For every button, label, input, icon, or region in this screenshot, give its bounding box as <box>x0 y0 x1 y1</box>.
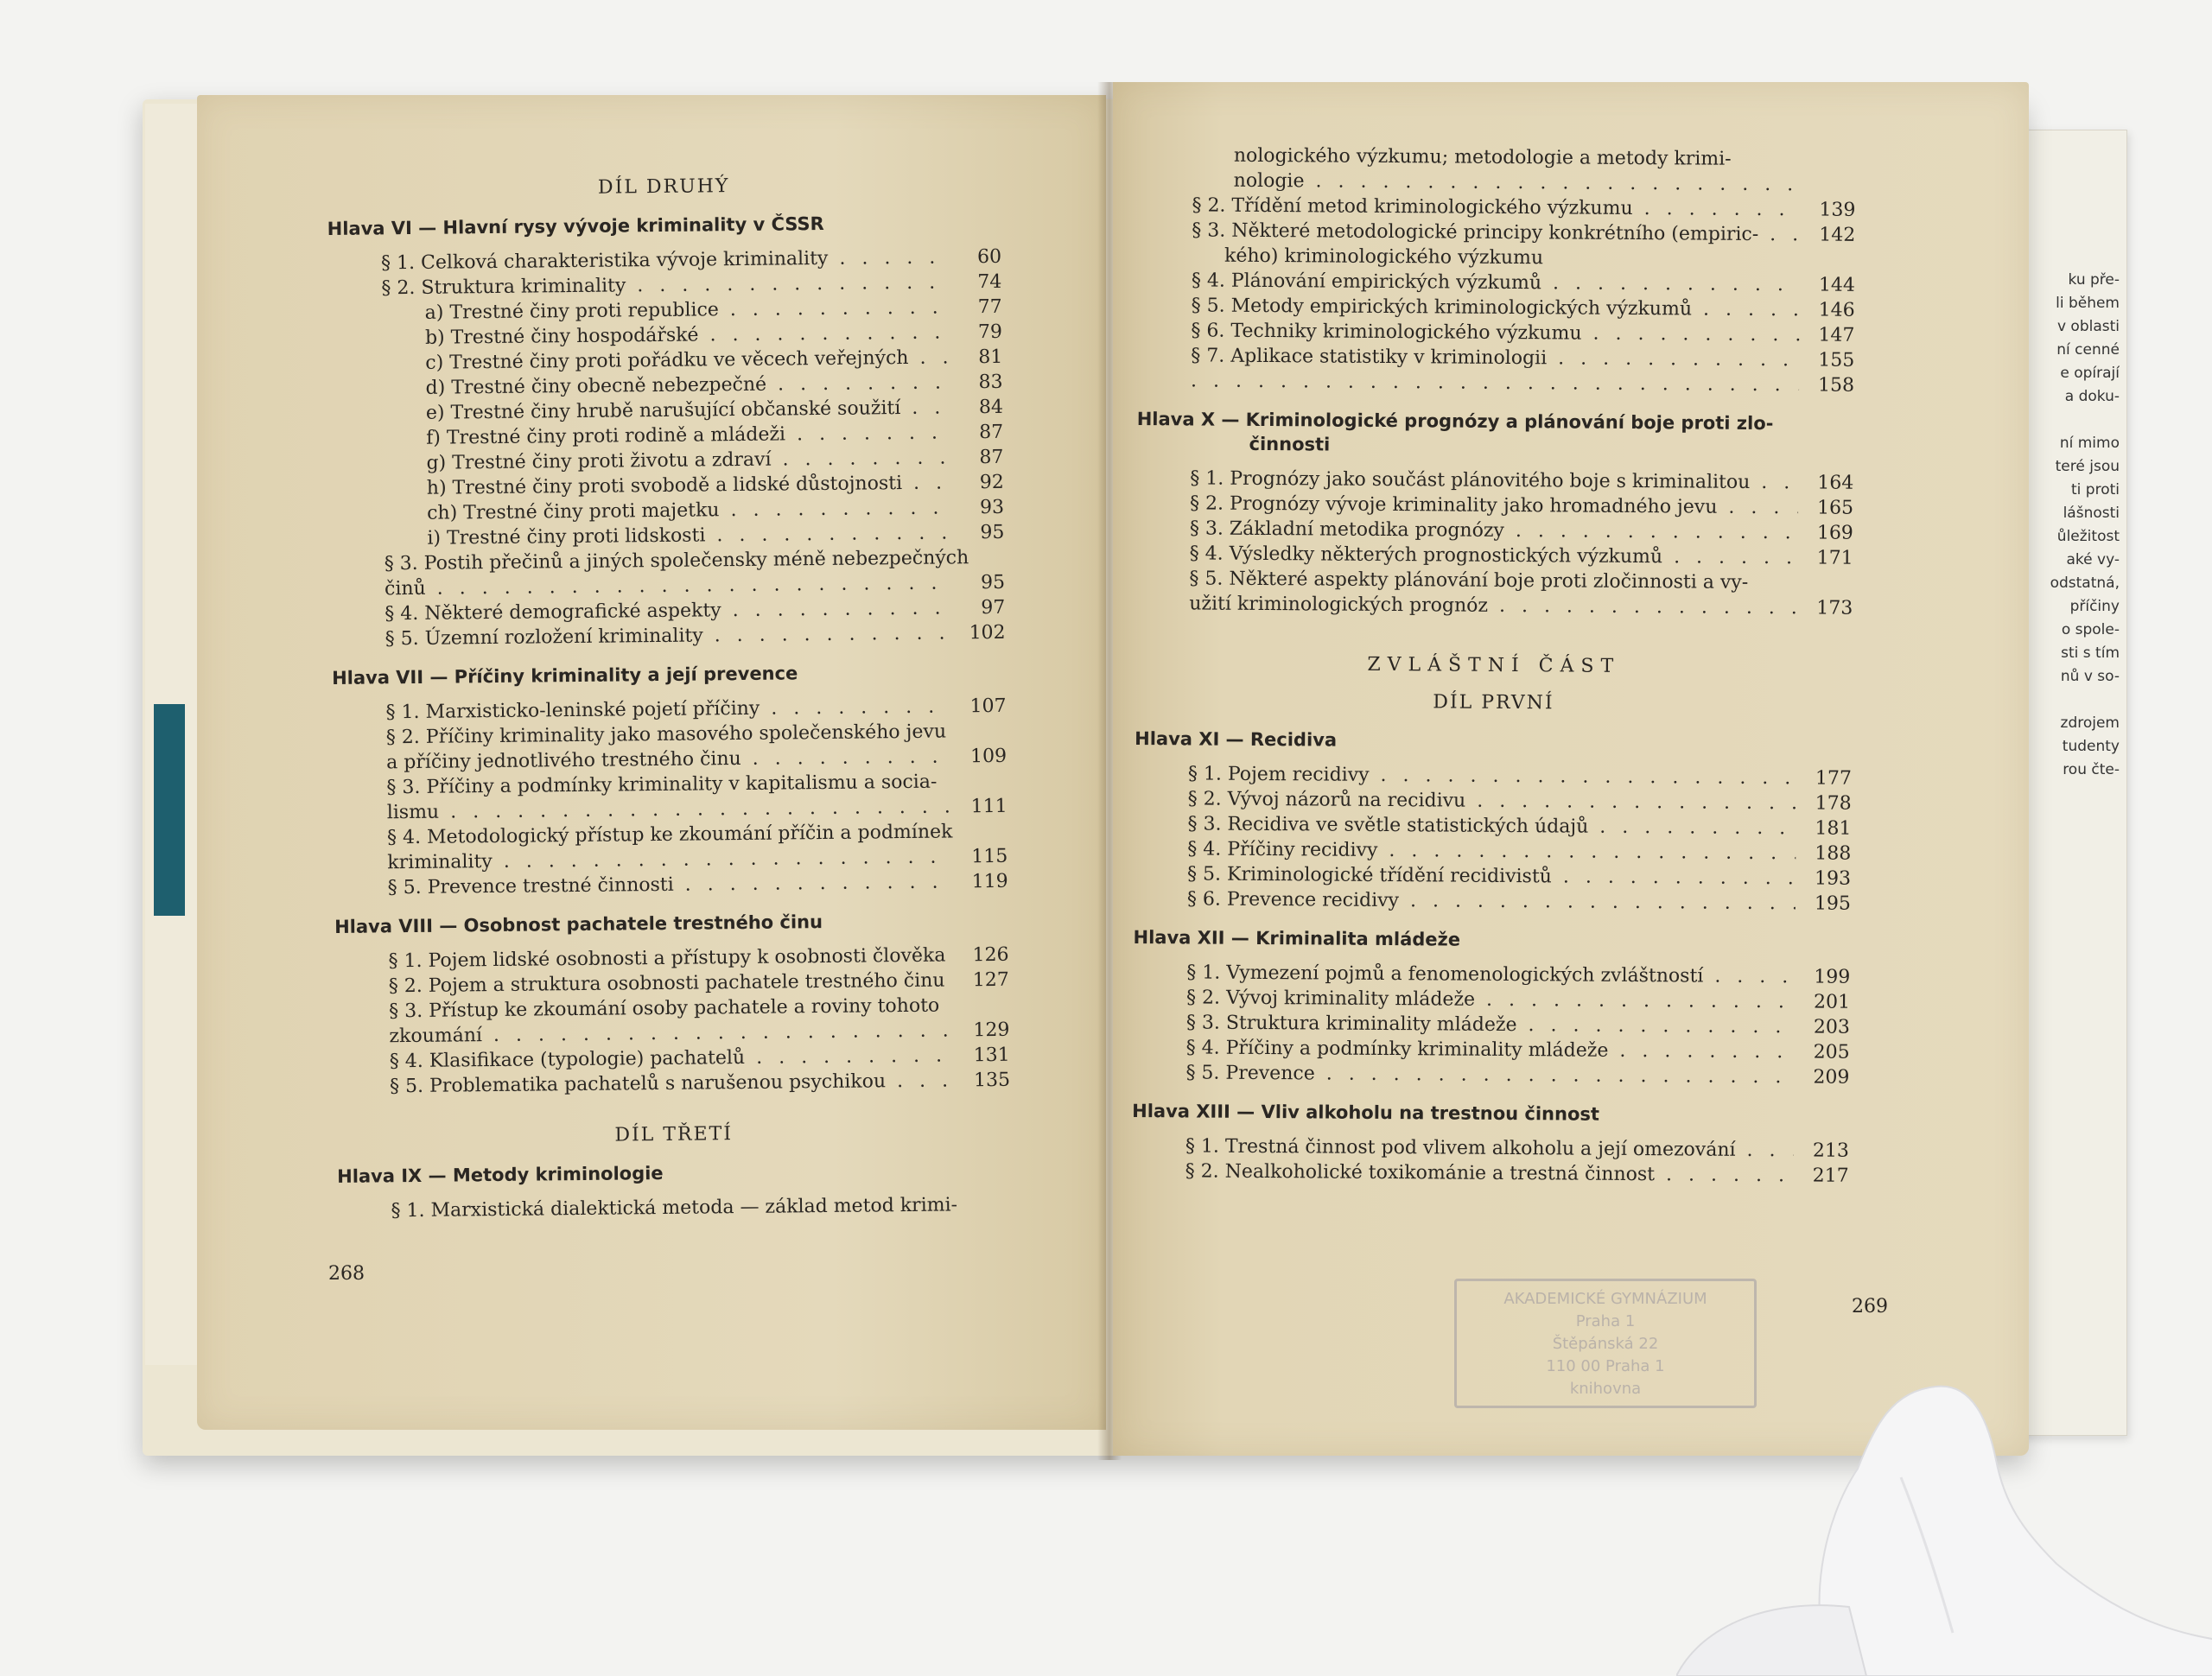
toc-entry: e) Trestné činy hrubě narušující občanské soužití . . . 84 <box>329 395 1003 427</box>
toc-entry: § 4. Některé demografické aspekty . . . 97 <box>331 595 1005 627</box>
toc-entry: § 1. Celková charakteristika vývoje kriminality . . . 60 <box>327 244 1001 276</box>
toc-entry: § 4. Příčiny recidivy . . . 188 <box>1134 836 1851 867</box>
toc-entry: užití kriminologických prognóz . . . 173 <box>1135 591 1853 621</box>
toc-entry: činů . . . 95 <box>331 570 1005 602</box>
section-title: DÍL TŘETÍ <box>614 1123 734 1146</box>
back-cover-line: příčiny <box>2069 598 2120 615</box>
toc-entry: § 6. Techniky kriminologického výzkumu . . . 147 <box>1137 318 1854 348</box>
back-cover-line: ku pře- <box>2068 271 2120 289</box>
toc-entry: . . . 158 <box>1137 368 1854 398</box>
stamp-line: knihovna <box>1569 1380 1642 1398</box>
toc-entry: § 4. Plánování empirických výzkumů . . . 144 <box>1138 268 1855 298</box>
toc-entry: b) Trestné činy hospodářské . . . 79 <box>328 320 1002 352</box>
back-cover-line <box>2024 689 2120 712</box>
back-cover-line: aké vy- <box>2066 551 2120 568</box>
toc-entry: c) Trestné činy proti pořádku ve věcech veřejných . . . 81 <box>328 345 1002 377</box>
chapter-heading: Hlava XIII — Vliv alkoholu na trestnou činnost <box>1132 1100 1600 1125</box>
section-title: DÍL DRUHÝ <box>597 175 730 199</box>
back-cover-line: e opírají <box>2060 365 2120 382</box>
toc-entry: nologie . . . <box>1139 168 1856 198</box>
toc-entry: § 3. Struktura kriminality mládeže . . . 203 <box>1133 1010 1850 1040</box>
stamp-line: Štěpánská 22 <box>1552 1335 1659 1353</box>
toc-entry-line: § 3. Postih přečinů a jiných společensky méně nebezpečných <box>384 547 969 575</box>
toc-entry: § 2. Prognózy vývoje kriminality jako hromadného jevu . . . 165 <box>1136 491 1853 521</box>
toc-entry: § 4. Výsledky některých prognostických výzkumů . . . 171 <box>1136 541 1853 571</box>
white-glove-hand <box>1676 1348 2212 1676</box>
toc-entry-line: § 1. Marxistická dialektická metoda — základ metod krimi- <box>391 1194 958 1222</box>
toc-entry: § 5. Problematika pachatelů s narušenou psychikou . . . 135 <box>336 1068 1010 1100</box>
toc-entry: § 3. Základní metodika prognózy . . . 169 <box>1136 516 1853 546</box>
stamp-line: Praha 1 <box>1575 1312 1636 1330</box>
toc-entry: ch) Trestné činy proti majetku . . . 93 <box>330 495 1004 527</box>
back-cover-line: teré jsou <box>2055 458 2120 475</box>
toc-entry: § 5. Územní rozložení kriminality . . . 102 <box>332 620 1006 652</box>
toc-entry: § 1. Marxisticko-leninské pojetí příčiny . . . 107 <box>332 694 1006 726</box>
back-cover-line: tudenty <box>2062 738 2120 755</box>
stamp-line: AKADEMICKÉ GYMNÁZIUM <box>1503 1290 1707 1308</box>
back-cover-line <box>2024 409 2120 432</box>
back-cover-line: nů v so- <box>2060 668 2120 685</box>
part-title: ZVLÁŠTNÍ ČÁST <box>1367 653 1621 677</box>
toc-entry: § 1. Trestná činnost pod vlivem alkoholu a její omezování . . . 213 <box>1132 1133 1849 1164</box>
toc-entry: lismu . . . 111 <box>334 794 1007 826</box>
toc-entry-line: § 5. Některé aspekty plánování boje proti zločinnosti a vy- <box>1189 568 1749 594</box>
toc-entry-line: § 3. Příčiny a podmínky kriminality v kapitalismu a socia- <box>386 771 938 799</box>
back-cover-line: a doku- <box>2064 388 2120 405</box>
chapter-heading: Hlava X — Kriminologické prognózy a plánování boje proti zlo- <box>1136 408 1774 435</box>
toc-entry-line: nologického výzkumu; metodologie a metody krimi- <box>1233 144 1732 170</box>
toc-entry-line: § 2. Příčiny kriminality jako masového společenského jevu <box>385 721 947 749</box>
toc-entry: § 3. Recidiva ve světle statistických údajů . . . 181 <box>1134 811 1851 841</box>
toc-entry: § 2. Pojem a struktura osobnosti pachatele trestného činu . . . 127 <box>335 968 1009 1000</box>
toc-entry: kriminality . . . 115 <box>334 844 1007 876</box>
toc-entry: § 1. Pojem lidské osobnosti a přístupy k osobnosti člověka . . . 126 <box>334 943 1008 974</box>
toc-entry: f) Trestné činy proti rodině a mládeži . . . 87 <box>329 420 1003 452</box>
left-page-content <box>327 166 1012 1224</box>
toc-entry-line: § 3. Přístup ke zkoumání osoby pachatele a roviny tohoto <box>389 994 940 1023</box>
toc-entry: a) Trestné činy proti republice . . . 77 <box>328 295 1002 327</box>
toc-entry: § 3. Některé metodologické principy konkrétního (empiric- . . . 142 <box>1138 218 1855 248</box>
page-number: 269 <box>1852 1296 1888 1317</box>
chapter-heading: Hlava VIII — Osobnost pachatele trestného činu <box>334 911 823 937</box>
page-number: 268 <box>328 1263 365 1285</box>
toc-entry: g) Trestné činy proti životu a zdraví . . . 87 <box>329 445 1003 477</box>
toc-entry: i) Trestné činy proti lidskosti . . . 95 <box>330 520 1004 552</box>
chapter-heading: Hlava VII — Příčiny kriminality a její prevence <box>332 663 798 689</box>
toc-entry-line: § 4. Metodologický přístup ke zkoumání příčin a podmínek <box>386 821 953 849</box>
back-cover-line: li během <box>2056 295 2120 312</box>
right-page <box>1113 82 2029 1456</box>
left-page <box>197 95 1106 1430</box>
back-cover-line: rou čte- <box>2063 761 2120 778</box>
toc-entry: § 2. Třídění metod kriminologického výzkumu . . . 139 <box>1138 193 1855 223</box>
back-cover-line: v oblasti <box>2056 318 2120 335</box>
back-cover-line: ůležitost <box>2056 528 2120 545</box>
toc-entry-line: kého) kriminologického výzkumu <box>1224 244 1544 270</box>
toc-entry: d) Trestné činy obecně nebezpečné . . . 83 <box>328 370 1002 402</box>
toc-entry: § 2. Vývoj názorů na recidivu . . . 178 <box>1135 786 1852 816</box>
back-cover-line: ti proti <box>2071 481 2120 498</box>
back-cover-line: lášnosti <box>2063 505 2120 522</box>
toc-entry: § 5. Metody empirických kriminologických výzkumů . . . 146 <box>1138 293 1855 323</box>
section-title: DÍL PRVNÍ <box>1433 691 1554 714</box>
right-page-content <box>1132 143 1856 1189</box>
toc-entry: § 2. Nealkoholické toxikománie a trestná činnost . . . 217 <box>1132 1159 1849 1189</box>
toc-entry: § 5. Kriminologické třídění recidivistů . . . 193 <box>1134 861 1851 892</box>
toc-entry: § 7. Aplikace statistiky v kriminologii . . . 155 <box>1137 343 1854 373</box>
toc-entry: § 4. Klasifikace (typologie) pachatelů . . . 131 <box>336 1043 1010 1075</box>
toc-entry: § 4. Příčiny a podmínky kriminality mládeže . . . 205 <box>1133 1035 1850 1065</box>
chapter-heading: Hlava XI — Recidiva <box>1135 727 1338 751</box>
toc-entry: § 5. Prevence trestné činnosti . . . 119 <box>334 869 1008 901</box>
toc-entry: § 1. Prognózy jako součást plánovitého boje s kriminalitou . . . 164 <box>1136 466 1853 496</box>
chapter-heading: Hlava VI — Hlavní rysy vývoje kriminality v ČSSR <box>327 213 824 239</box>
chapter-heading: Hlava XII — Kriminalita mládeže <box>1133 926 1461 950</box>
toc-entry: zkoumání . . . 129 <box>335 1018 1009 1050</box>
toc-entry: a příčiny jednotlivého trestného činu . . . 109 <box>333 744 1007 776</box>
toc-entry: § 1. Vymezení pojmů a fenomenologických zvláštností . . . 199 <box>1133 960 1850 990</box>
back-cover-line: ní mimo <box>2059 435 2120 452</box>
toc-entry: h) Trestné činy proti svobodě a lidské důstojnosti . . . 92 <box>330 470 1004 502</box>
back-cover-line: o spole- <box>2061 621 2120 638</box>
back-cover-line: sti s tím <box>2061 644 2120 662</box>
toc-entry: § 6. Prevence recidivy . . . 195 <box>1134 886 1851 917</box>
toc-entry: § 1. Pojem recidivy . . . 177 <box>1135 761 1852 791</box>
back-cover-line: zdrojem <box>2060 714 2120 732</box>
chapter-heading-cont: činnosti <box>1249 433 1331 455</box>
toc-entry: § 2. Struktura kriminality . . . 74 <box>327 270 1001 302</box>
toc-entry: § 5. Prevence . . . 209 <box>1132 1060 1849 1090</box>
toc-entry: § 2. Vývoj kriminality mládeže . . . 201 <box>1133 985 1850 1015</box>
chapter-heading: Hlava IX — Metody kriminologie <box>337 1162 664 1187</box>
back-cover-text <box>2024 269 2120 782</box>
stamp-line: 110 00 Praha 1 <box>1546 1357 1665 1375</box>
back-cover-line: ní cenné <box>2056 341 2120 359</box>
back-cover-line: odstatná, <box>2050 575 2120 592</box>
teal-cover-stripe <box>154 704 185 916</box>
